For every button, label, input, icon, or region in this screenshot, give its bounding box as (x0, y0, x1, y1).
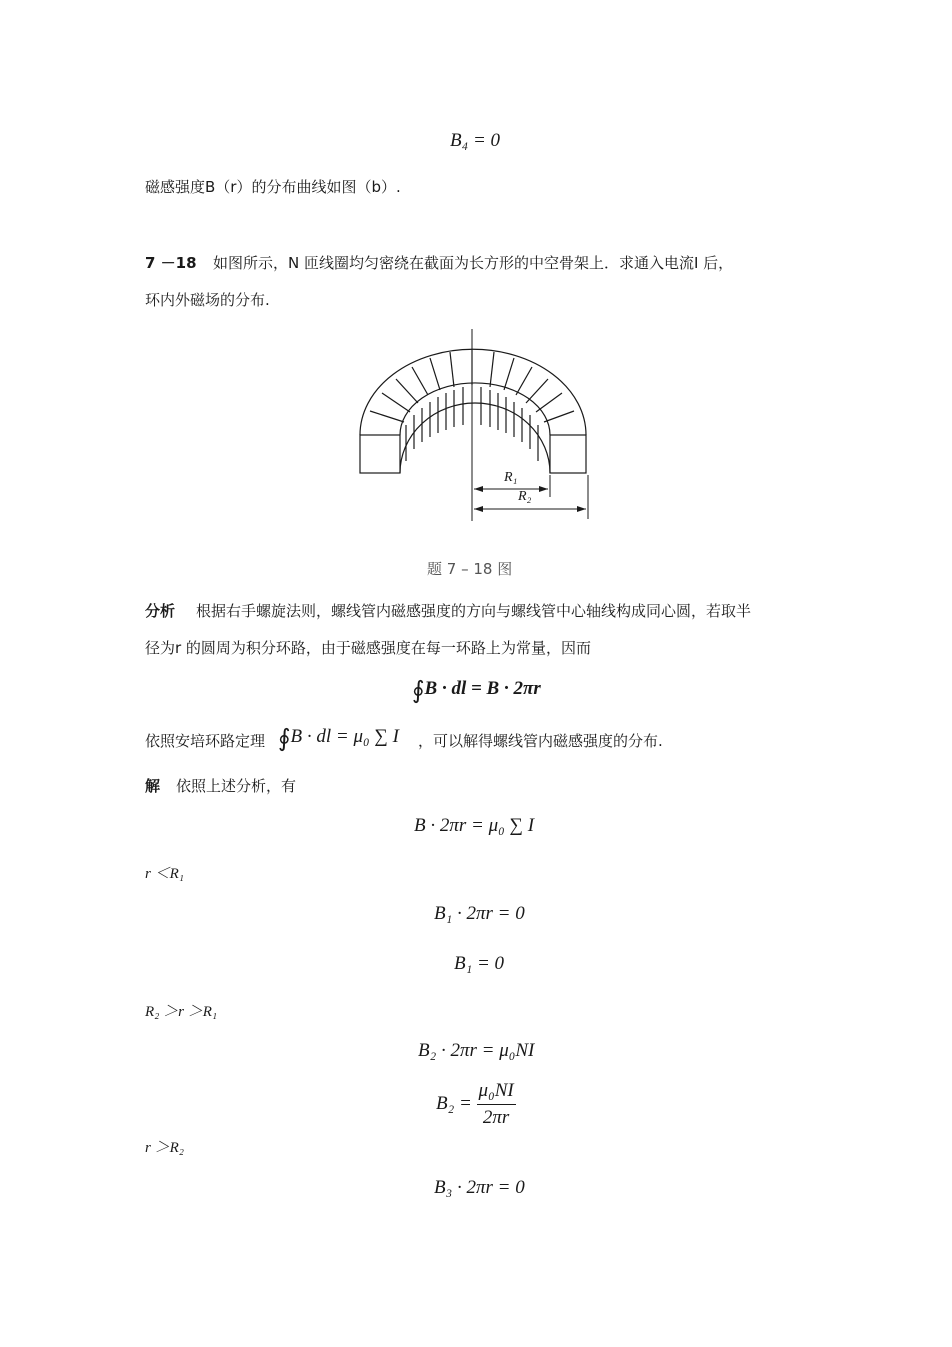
ampere-equation-text: B · dl = μ₀ ∑ I (290, 726, 399, 747)
case2-equation2-lhs: B₂ = (436, 1092, 472, 1114)
ampere-prefix: 依照安培环路定理 (145, 732, 266, 750)
figure-caption: 题 7 – 18 图 (427, 560, 513, 578)
toroid-figure (350, 325, 600, 525)
loop-integral-equation (412, 676, 541, 705)
case2-equation2 (436, 1080, 516, 1129)
fraction (477, 1080, 516, 1129)
ampere-suffix: ，可以解得螺线管内磁感强度的分布. (418, 732, 663, 750)
problem-text-line2: 环内外磁场的分布. (145, 291, 270, 309)
case2-equation1: B₂ · 2πr = μ₀NI (418, 1040, 535, 1061)
ampere-equation (278, 724, 399, 753)
case3-condition: r ＞R₂ (145, 1140, 184, 1156)
case1-equation1: B₁ · 2πr = 0 (434, 903, 525, 924)
curve-note: 磁感强度B（r）的分布曲线如图（b）. (145, 178, 401, 196)
analysis-line1: 根据右手螺旋法则，螺线管内磁感强度的方向与螺线管中心轴线构成同心圆，若取半 (196, 602, 752, 620)
solution-heading: 解 (145, 777, 161, 795)
label-r2: R₂ (518, 489, 532, 504)
problem-number: 7 －18 (145, 254, 197, 272)
fraction-denominator: 2πr (482, 1107, 510, 1128)
analysis-heading: 分析 (145, 602, 176, 620)
fraction-numerator: μ₀NI (477, 1080, 516, 1105)
case3-equation1: B₃ · 2πr = 0 (434, 1177, 525, 1198)
case1-equation2: B₁ = 0 (454, 953, 505, 974)
problem-text-line1: 如图所示，N 匝线圈均匀密绕在截面为长方形的中空骨架上．求通入电流I 后， (213, 254, 734, 272)
analysis-line2: 径为r 的圆周为积分环路，由于磁感强度在每一环路上为常量，因而 (145, 639, 591, 657)
general-equation: B · 2πr = μ₀ ∑ I (414, 815, 535, 836)
contour-integral-sign: ∮ (412, 678, 425, 704)
equation-b4-zero: B₄ = 0 (450, 130, 501, 151)
solution-intro: 依照上述分析，有 (176, 777, 297, 795)
case1-condition: r ＜R₁ (145, 866, 184, 882)
case2-condition: R₂ ＞r ＞R₁ (145, 1004, 218, 1020)
contour-integral-sign: ∮ (278, 726, 291, 752)
label-r1: R₁ (504, 470, 518, 485)
loop-integral-text: B · dl = B · 2πr (424, 678, 541, 699)
